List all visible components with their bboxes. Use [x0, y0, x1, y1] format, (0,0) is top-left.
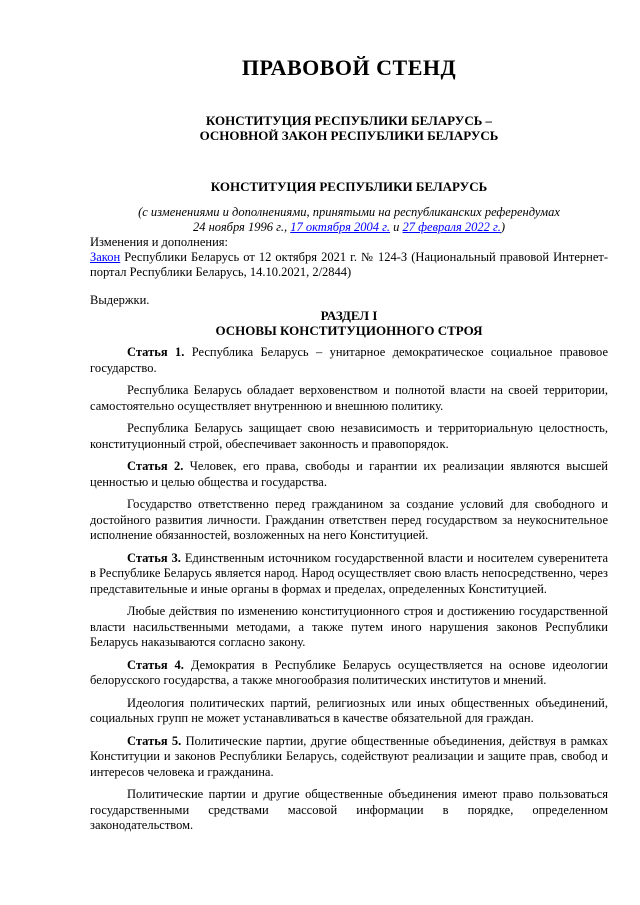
- article-lead: Статья 3.: [127, 550, 181, 565]
- referendum-2022-link[interactable]: 27 февраля 2022 г.: [402, 220, 501, 234]
- article-lead: Статья 4.: [127, 657, 184, 672]
- section-heading-line-1: РАЗДЕЛ I: [320, 308, 378, 323]
- document-subtitle: [90, 113, 608, 143]
- referendum-note: [90, 205, 608, 235]
- excerpts-label: Выдержки.: [90, 293, 150, 307]
- changes-label: Изменения и дополнения:: [90, 235, 229, 249]
- referendum-date-1996: 24 ноября 1996 г.,: [192, 220, 291, 234]
- article-lead: Статья 5.: [127, 733, 182, 748]
- article-paragraph: Статья 2. Человек, его права, свободы и гарантии их реализации являются высшей ценностью и целью общества и государства.: [90, 459, 608, 489]
- referendum-note-line-2: [90, 220, 608, 235]
- law-reference-paragraph: [90, 250, 608, 280]
- article-paragraph: Статья 5. Политические партии, другие общественные объединения, действуя в рамках Конституции и законов Республики Беларусь, содействуют реализации и защите прав, свобод и интересов человека и гражданина.: [90, 733, 608, 779]
- referendum-2004-link[interactable]: 17 октября 2004 г.: [290, 220, 391, 234]
- referendum-close-paren: ): [500, 220, 506, 234]
- subtitle-line-1: КОНСТИТУЦИЯ РЕСПУБЛИКИ БЕЛАРУСЬ –: [205, 113, 493, 128]
- law-reference-text: Республики Беларусь от 12 октября 2021 г. № 124-З (Национальный правовой Интернет-портал Республики Беларусь, 14.10.2021, 2/2844): [90, 250, 608, 279]
- section-heading: [90, 308, 608, 338]
- page-title: ПРАВОВОЙ СТЕНД: [241, 55, 457, 80]
- paragraph-list: [90, 345, 608, 834]
- body-paragraph: Республика Беларусь обладает верховенством и полнотой власти на своей территории, самостоятельно осуществляет внутреннюю и внешнюю политику.: [90, 383, 608, 413]
- article-paragraph: Статья 4. Демократия в Республике Беларусь осуществляется на основе идеологии белорусского государства, а также многообразия политических институтов и мнений.: [90, 657, 608, 687]
- body-paragraph: Любые действия по изменению конституционного строя и достижению государственной власти насильственными методами, а также путем иного нарушения законов Республики Беларусь наказываются согласно закону.: [90, 604, 608, 649]
- section-heading-line-2: ОСНОВЫ КОНСТИТУЦИОННОГО СТРОЯ: [215, 323, 483, 338]
- law-link[interactable]: Закон: [90, 250, 121, 264]
- article-paragraph: Статья 3. Единственным источником государственной власти и носителем суверенитета в Республике Беларусь является народ. Народ осуществляет свою власть непосредственно, через представительные и иные органы в формах и пределах, определенных Конституцией.: [90, 550, 608, 596]
- body-paragraph: Республика Беларусь защищает свою независимость и территориальную целостность, конституционный строй, обеспечивает законность и правопорядок.: [90, 421, 608, 451]
- referendum-and-text: и: [390, 220, 403, 234]
- body-paragraph: Идеология политических партий, религиозных или иных общественных объединений, социальных групп не может устанавливаться в качестве обязательной для граждан.: [90, 695, 608, 725]
- body-paragraph: Государство ответственно перед гражданином за создание условий для свободного и достойного развития личности. Гражданин ответствен перед государством за неукоснительное исполнение обязанностей, возложенных на него Конституцией.: [90, 497, 608, 542]
- referendum-note-line-1: (с изменениями и дополнениями, принятыми на республиканских референдумах: [138, 205, 560, 219]
- article-lead: Статья 2.: [127, 459, 184, 473]
- article-paragraph: Статья 1. Республика Беларусь – унитарное демократическое социальное правовое государство.: [90, 345, 608, 375]
- article-lead: Статья 1.: [127, 345, 185, 359]
- constitution-heading: КОНСТИТУЦИЯ РЕСПУБЛИКИ БЕЛАРУСЬ: [210, 179, 488, 194]
- subtitle-line-2: ОСНОВНОЙ ЗАКОН РЕСПУБЛИКИ БЕЛАРУСЬ: [199, 128, 499, 143]
- body-paragraph: Политические партии и другие общественные объединения имеют право пользоваться государственными средствами массовой информации в порядке, определенном законодательством.: [90, 787, 608, 832]
